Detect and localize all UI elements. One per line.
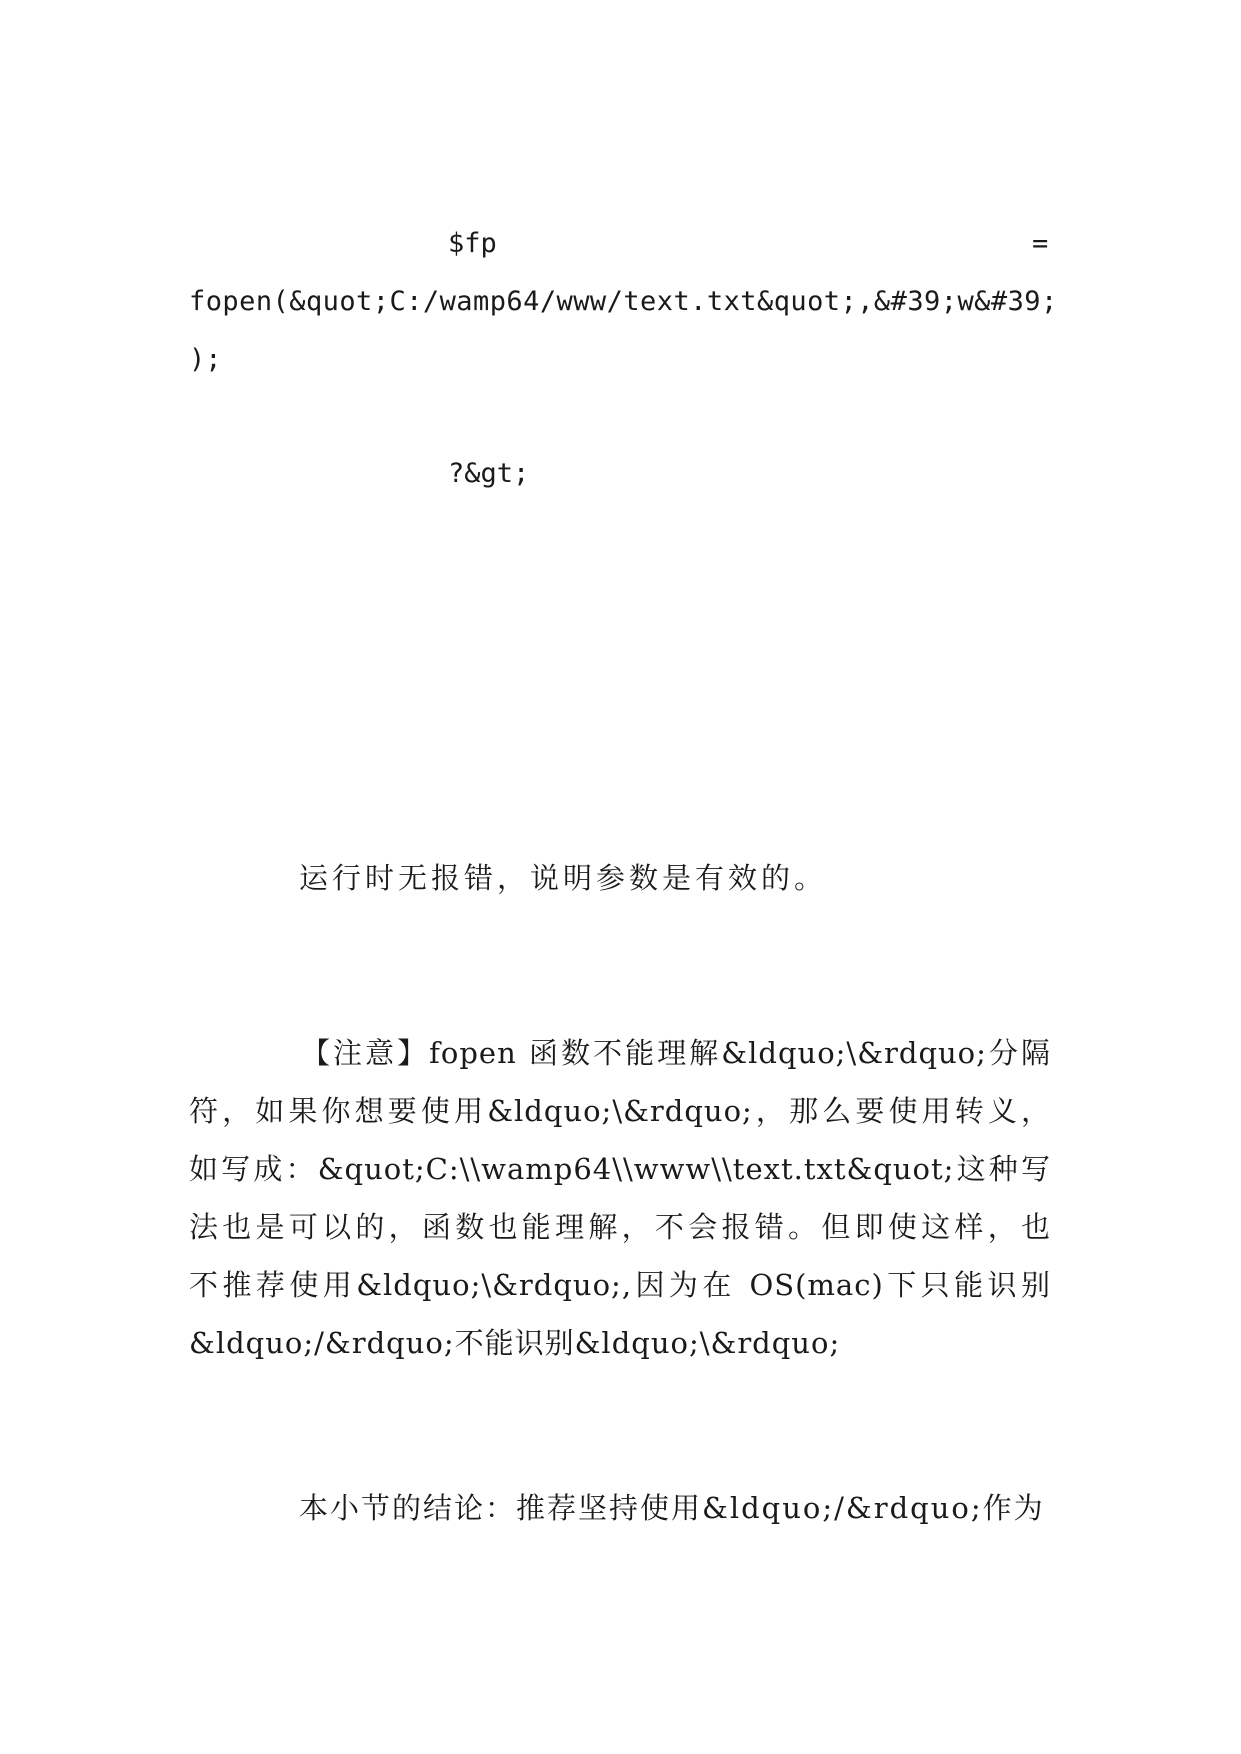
- note-row-2: 符，如果你想要使用&ldquo;\&rdquo;，那么要使用转义，: [189, 1094, 1051, 1128]
- note-row-6: &ldquo;/&rdquo;不能识别&ldquo;\&rdquo;: [189, 1326, 841, 1360]
- code-php-close-tag: ?&gt;: [448, 458, 530, 489]
- note-row-4: 法也是可以的，函数也能理解，不会报错。但即使这样，也: [189, 1210, 1051, 1244]
- paragraph-conclusion: 本小节的结论：推荐坚持使用&ldquo;/&rdquo;作为: [299, 1491, 1045, 1525]
- paragraph-no-error: 运行时无报错，说明参数是有效的。: [299, 861, 828, 895]
- note-row-1: 【注意】fopen 函数不能理解&ldquo;\&rdquo;分隔: [301, 1036, 1051, 1070]
- note-row-3: 如写成：&quot;C:\\wamp64\\www\\text.txt&quot;这种写: [189, 1152, 1051, 1186]
- code-equals: =: [1032, 228, 1049, 259]
- code-closing-paren: );: [189, 344, 222, 375]
- code-variable: $fp: [448, 228, 497, 259]
- paragraph-note: [189, 1024, 1051, 1372]
- note-row-5: 不推荐使用&ldquo;\&rdquo;,因为在 OS(mac)下只能识别: [189, 1268, 1051, 1302]
- code-fopen-call: fopen(&quot;C:/wamp64/www/text.txt&quot;,&#39;w&#39;: [189, 286, 1058, 317]
